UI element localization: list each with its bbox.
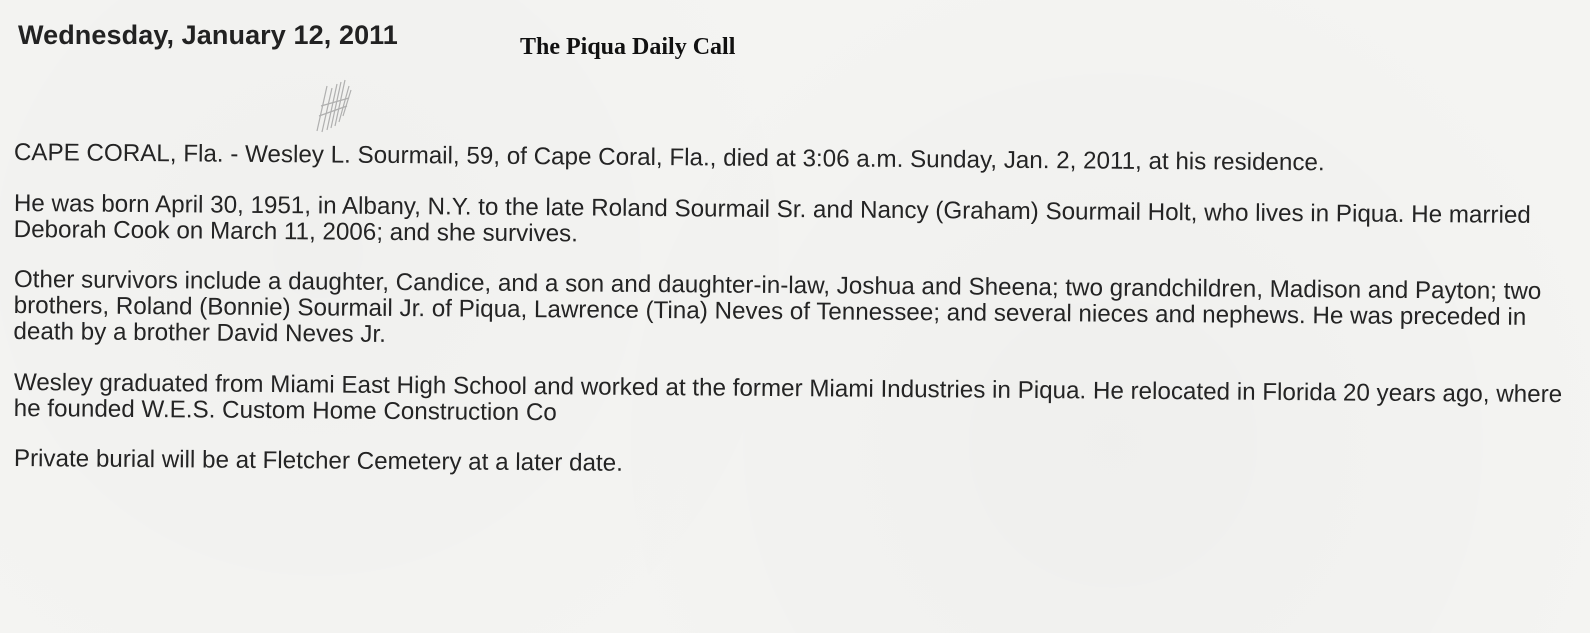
newspaper-name: The Piqua Daily Call	[520, 34, 736, 60]
obituary-text	[14, 140, 1574, 497]
publication-date: Wednesday, January 12, 2011	[18, 20, 398, 50]
obituary-paragraph-survivors: Other survivors include a daughter, Candice, and a son and daughter-in-law, Joshua and Sheena; two grandchildren, Madison and Payton; two brothers, Roland (Bonnie) Sourmail Jr. of Piqua, Lawrence (Tina) Neves of Tennessee; and several nieces and nephews. He was preceded in death by a brother David Neves Jr.	[13, 266, 1542, 348]
pencil-smudge-mark	[307, 76, 362, 136]
obituary-paragraph-birth: He was born April 30, 1951, in Albany, N.Y. to the late Roland Sourmail Sr. and Nancy (Graham) Sourmail Holt, who lives in Piqua. He married Deborah Cook on March 11, 2006; and she survives.	[13, 190, 1531, 248]
obituary-paragraph-death: CAPE CORAL, Fla. - Wesley L. Sourmail, 59, of Cape Coral, Fla., died at 3:06 a.m. Sunday, Jan. 2, 2011, at his residence.	[13, 139, 1325, 177]
obituary-paragraph-burial: Private burial will be at Fletcher Cemetery at a later date.	[13, 445, 623, 477]
obituary-paragraph-career: Wesley graduated from Miami East High School and worked at the former Miami Industries in Piqua. He relocated in Florida 20 years ago, where he founded W.E.S. Custom Home Construction Co	[13, 369, 1563, 427]
